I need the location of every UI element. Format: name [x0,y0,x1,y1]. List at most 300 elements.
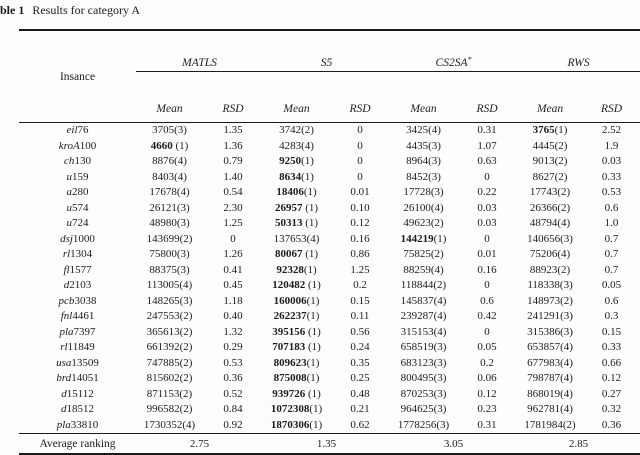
mean-value: 8634 [279,170,302,183]
instance-alpha: dsj [60,232,73,245]
rsd-cell: 2.30 [223,201,243,214]
mean-cell [517,263,583,279]
mean-value: 148973 [527,294,561,307]
rsd-cell: 0.42 [477,310,497,322]
mean-rank: (1) [309,403,323,415]
mean-rank: (2) [557,201,571,214]
mean-cell [517,201,583,217]
instance-number: 280 [72,186,89,198]
instance-number: 7397 [73,325,96,338]
subheader-mean: Mean [517,96,583,123]
mean-rank: (1) [433,232,447,245]
table-row [19,294,640,310]
rsd-cell: 0.66 [601,356,622,369]
mean-value: 1730352 [143,418,183,431]
mean-rank: (1) [303,186,317,198]
rsd-cell: 1.0 [604,217,619,229]
rsd-cell: 0.41 [223,263,243,276]
instance-number: 1000 [72,232,95,245]
mean-value: 26121 [149,201,177,214]
mean-cell [517,356,583,372]
subheader-rsd: RSD [330,96,390,123]
mean-rank: (2) [554,155,568,167]
mean-value: 50313 [274,217,306,229]
mean-cell [136,371,203,387]
mean-rank: (4) [433,325,447,338]
mean-cell [136,247,203,263]
mean-value: 3765 [532,124,555,136]
table-row [19,418,640,434]
instance-alpha: ch [64,155,75,167]
mean-rank: (2) [554,139,568,152]
mean-value: 88375 [149,263,177,276]
instance-alpha: pla [56,418,71,431]
rsd-cell: 0.7 [604,263,619,276]
mean-value: 17743 [529,186,558,198]
mean-rank: (3) [560,310,573,322]
mean-cell [263,294,330,310]
rsd-cell: 0 [484,232,490,245]
instance-alpha: brd [56,372,72,384]
mean-rank: (1) [307,279,321,291]
rsd-cell: 0.62 [350,418,370,431]
rsd-cell: 0.2 [480,356,494,369]
rsd-cell: 0.01 [477,248,497,260]
mean-cell [136,139,203,155]
group-header-cs2sa [390,30,517,96]
mean-cell [390,418,457,434]
mean-rank: (4) [428,124,441,136]
mean-rank: (1) [301,155,314,167]
rsd-cell: 0.2 [353,279,367,291]
instance-alpha: a [66,186,72,198]
table-row [19,263,640,279]
instance-alpha: rl [60,341,68,353]
instance-cell [19,294,136,310]
rsd-cell: 0.27 [601,387,622,400]
mean-value: 3742 [279,124,302,136]
mean-cell [517,325,583,341]
mean-cell [263,278,330,294]
mean-value: 113005 [146,279,180,291]
mean-value: 395156 [272,325,308,338]
rsd-cell: 0.16 [477,263,497,276]
mean-value: 8452 [406,170,429,183]
mean-rank: (1) [309,418,323,431]
mean-value: 1072308 [270,403,310,415]
subheader-rsd: RSD [203,96,263,123]
rsd-cell: 0.03 [601,155,622,167]
instance-cell [19,139,136,155]
instance-number: 100 [79,139,97,152]
instance-cell [19,154,136,170]
mean-rank: (1) [307,325,321,338]
mean-rank: (3) [433,341,447,353]
mean-cell [517,154,583,170]
mean-rank: (2) [179,403,193,415]
mean-cell [136,170,203,186]
mean-value: 75800 [149,248,177,260]
rsd-cell: 0.40 [223,310,243,322]
mean-value: 939726 [272,387,308,400]
table-row [19,402,640,418]
instance-alpha: u [66,170,72,183]
table-row [19,154,640,170]
mean-rank: (3) [176,248,190,260]
mean-value: 315386 [527,325,561,338]
mean-value: 145837 [400,294,434,307]
instance-number: 724 [72,217,89,229]
rsd-cell: 0.16 [350,232,370,245]
rsd-cell: 0.29 [223,341,243,353]
mean-cell [263,402,330,418]
table-row [19,216,640,232]
mean-value: 1781984 [524,418,563,431]
rsd-cell: 0.12 [601,372,622,384]
mean-cell [390,325,457,341]
mean-rank: (1) [305,248,319,260]
mean-rank: (2) [179,232,193,245]
instance-number: 11849 [67,341,95,353]
mean-rank: (3) [433,387,447,400]
rsd-cell: 0.6 [604,201,619,214]
rsd-cell: 1.25 [350,263,370,276]
rsd-cell: 2.52 [601,124,622,136]
rsd-cell: 0.84 [223,403,243,415]
mean-value: 26957 [274,201,306,214]
table-caption [0,3,140,18]
mean-cell [263,387,330,403]
rsd-cell: 0.48 [350,387,370,400]
table-row [19,139,640,155]
mean-value: 26366 [529,201,558,214]
rsd-cell: 0 [357,139,363,152]
average-ranking-row [19,434,640,455]
mean-cell [136,387,203,403]
mean-value: 118844 [400,279,434,291]
rsd-cell: 0.31 [477,418,497,431]
instance-alpha: kroA [58,139,80,152]
mean-cell [263,170,330,186]
mean-cell [390,356,457,372]
instance-cell [19,356,136,372]
instance-number: 4461 [72,310,95,322]
instance-alpha: eil [66,124,78,136]
mean-cell [517,278,583,294]
mean-value: 677983 [527,356,561,369]
subheader-rsd: RSD [583,96,640,123]
mean-cell [136,185,203,201]
mean-rank: (3) [428,155,441,167]
mean-rank: (4) [174,155,187,167]
rsd-cell: 0.63 [477,155,497,167]
instance-alpha: fl [63,263,70,276]
mean-rank: (4) [557,248,571,260]
mean-value: 3705 [152,124,175,136]
instance-alpha: d [61,403,67,415]
mean-rank: (1) [301,170,314,183]
table-row [19,340,640,356]
mean-cell [517,170,583,186]
mean-rank: (2) [179,387,193,400]
table-row [19,309,640,325]
mean-rank: (1) [307,341,321,353]
mean-cell [517,247,583,263]
mean-cell [390,201,457,217]
mean-cell [390,139,457,155]
mean-rank: (4) [176,186,190,198]
rsd-cell: 0.7 [604,248,619,260]
rsd-cell: 0.25 [350,372,370,384]
mean-value: 241291 [527,310,561,322]
rsd-cell: 1.18 [223,294,243,307]
mean-value: 18406 [276,186,304,198]
rsd-cell: 1.35 [223,124,243,136]
mean-value: 49623 [403,217,431,229]
mean-value: 26100 [403,201,431,214]
instance-number: 1304 [70,248,93,260]
mean-rank: (3) [176,201,190,214]
instance-cell [19,216,136,232]
mean-rank: (3) [436,418,450,431]
rsd-cell: 1.36 [223,139,243,152]
instance-cell [19,170,136,186]
instance-alpha: d [63,279,70,291]
instance-alpha: pcb [58,294,75,307]
mean-value: 137653 [273,232,307,245]
rsd-cell: 0.06 [477,372,497,384]
mean-cell [136,309,203,325]
rsd-cell: 0 [357,155,363,167]
mean-value: 315153 [400,325,434,338]
table-row [19,232,640,248]
mean-value: 9013 [532,155,555,167]
mean-rank: (1) [306,372,320,384]
subheader-mean: Mean [390,96,457,123]
rsd-cell: 0.52 [223,387,243,400]
table-row [19,325,640,341]
mean-value: 262237 [273,310,307,322]
rsd-cell: 0 [357,170,363,183]
mean-rank: (3) [433,403,447,415]
mean-value: 80067 [274,248,306,260]
instance-number: 15112 [66,387,94,400]
mean-value: 8627 [532,170,555,183]
mean-value: 658519 [400,341,434,353]
results-table [19,29,640,455]
mean-value: 75825 [403,248,431,260]
group-name: CS2SA [435,57,468,69]
mean-rank: (2) [433,279,447,291]
instance-cell [19,371,136,387]
rsd-cell: 0.36 [601,418,622,431]
mean-value: 870253 [400,387,434,400]
mean-rank: (2) [560,294,573,307]
mean-value: 9250 [279,155,302,167]
mean-cell [390,278,457,294]
rsd-cell: 0.23 [477,403,497,415]
mean-rank: (3) [428,170,441,183]
mean-value: 800495 [400,372,434,384]
mean-rank: (1) [307,387,321,400]
instance-cell [19,247,136,263]
rsd-cell: 1.40 [223,170,243,183]
mean-value: 707183 [272,341,308,353]
mean-rank: (2) [179,372,193,384]
rsd-cell: 1.25 [223,217,243,229]
mean-value: 75206 [529,248,558,260]
mean-value: 8876 [152,155,175,167]
mean-cell [390,387,457,403]
mean-rank: (1) [306,294,320,307]
mean-cell [517,294,583,310]
rsd-cell: 0.33 [601,170,622,183]
mean-cell [390,247,457,263]
mean-cell [390,185,457,201]
mean-cell [263,309,330,325]
instance-cell [19,263,136,279]
mean-cell [263,263,330,279]
mean-value: 653857 [527,341,561,353]
mean-rank: (3) [430,186,444,198]
mean-cell [136,154,203,170]
caption-text: Results for category A [32,3,140,17]
mean-cell [390,263,457,279]
mean-value: 871153 [146,387,180,400]
instance-number: 76 [77,124,89,136]
mean-cell [517,418,583,434]
mean-rank: (3) [176,217,190,229]
rsd-cell: 1.07 [477,139,497,152]
mean-value: 3425 [406,124,429,136]
mean-value: 48794 [529,217,558,229]
average-ranking-matls: 2.75 [136,434,263,455]
mean-cell [390,309,457,325]
rsd-cell: 0.05 [477,341,497,353]
average-ranking-s5: 1.35 [263,434,390,455]
rsd-cell: 1.26 [223,248,243,260]
mean-cell [517,185,583,201]
instance-number: 13509 [71,356,99,369]
rsd-cell: 0.15 [350,294,370,307]
mean-cell [136,356,203,372]
mean-rank: (2) [179,325,193,338]
mean-value: 868019 [527,387,561,400]
mean-value: 365613 [146,325,180,338]
rsd-cell: 0.53 [601,186,622,198]
rsd-cell: 0.24 [350,341,370,353]
mean-cell [263,201,330,217]
mean-cell [390,371,457,387]
header-group-row [19,30,640,96]
mean-rank: (3) [174,124,187,136]
mean-value: 17678 [149,186,177,198]
mean-cell [517,340,583,356]
rsd-cell: 0.35 [350,356,370,369]
mean-rank: (4) [179,279,193,291]
instance-cell [19,201,136,217]
mean-rank: (3) [559,279,573,291]
mean-value: 88259 [403,263,431,276]
instance-number: 1577 [69,263,92,276]
mean-cell [517,309,583,325]
mean-rank: (3) [560,232,573,245]
table-row [19,356,640,372]
mean-value: 8964 [406,155,429,167]
instance-alpha: pla [59,325,74,338]
subheader-rsd: RSD [457,96,517,123]
mean-cell [263,123,330,139]
rsd-cell: 0 [357,124,363,136]
mean-cell [390,232,457,248]
mean-rank: (4) [433,294,447,307]
mean-value: 4445 [532,139,555,152]
rsd-cell: 0.53 [223,356,243,369]
mean-value: 962781 [527,403,561,415]
instance-number: 33810 [70,418,99,431]
instance-cell [19,232,136,248]
table-row [19,123,640,139]
rsd-cell: 0.36 [223,372,243,384]
mean-rank: (4) [430,263,444,276]
rsd-cell: 1.32 [223,325,243,338]
mean-rank: (2) [557,186,571,198]
table-row [19,247,640,263]
mean-cell [136,232,203,248]
mean-value: 118338 [527,279,560,291]
instance-cell [19,418,136,434]
mean-cell [263,185,330,201]
rsd-cell: 0.7 [604,232,619,245]
mean-cell [136,402,203,418]
group-name: MATLS [182,57,217,69]
mean-cell [263,371,330,387]
mean-value: 875008 [273,372,307,384]
mean-value: 48980 [149,217,177,229]
mean-rank: (1) [306,356,320,369]
rsd-cell: 0.05 [601,279,622,291]
instance-alpha: fnl [60,310,73,322]
mean-rank: (4) [301,139,314,152]
mean-rank: (2) [554,170,568,183]
mean-rank: (4) [557,217,571,229]
mean-value: 661392 [146,341,180,353]
table-body [19,123,640,434]
mean-cell [263,340,330,356]
subheader-mean: Mean [136,96,203,123]
group-header-rws [517,30,640,96]
group-name: S5 [320,57,333,69]
rsd-cell: 0.54 [223,186,243,198]
mean-value: 160006 [273,294,307,307]
table-row [19,371,640,387]
table-row [19,170,640,186]
rsd-cell: 0.15 [601,325,622,338]
mean-cell [517,232,583,248]
mean-cell [263,325,330,341]
mean-cell [136,340,203,356]
mean-cell [263,154,330,170]
instance-cell [19,278,136,294]
rsd-cell: 0.86 [350,248,370,260]
table-row [19,278,640,294]
mean-cell [517,387,583,403]
mean-cell [517,371,583,387]
table-row [19,387,640,403]
mean-cell [517,402,583,418]
rsd-cell: 0.03 [477,201,497,214]
mean-cell [390,340,457,356]
